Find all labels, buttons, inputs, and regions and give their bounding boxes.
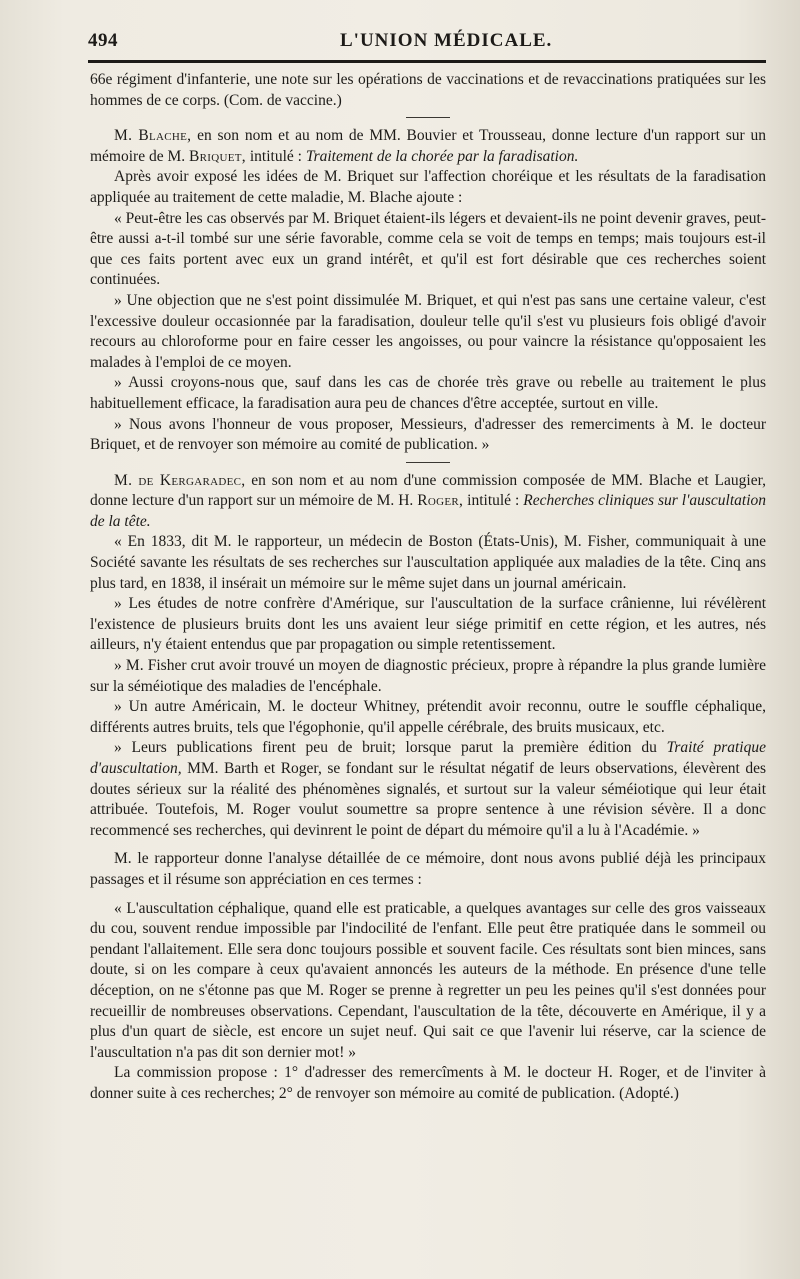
page-header	[88, 30, 788, 56]
paragraph: » M. Fisher crut avoir trouvé un moyen de diagnostic précieux, propre à répandre la plus grande lumière sur la séméiotique des maladies de l'encéphale.	[90, 657, 766, 695]
paragraph: » Les études de notre confrère d'Amérique, sur l'auscultation de la surface crânienne, lui révélèrent l'existence de plusieurs bruits dont les uns avaient leur siége primitif en cette région, et les autres, nés ailleurs, n'y étaient entendus que par propagation ou simple retentissement.	[90, 595, 766, 654]
paragraph-text: MM. Barth et Roger, se fondant sur le résultat négatif de leurs observations, élevèrent des doutes sérieux sur la réalité des phénomènes signalés, et surtout sur la valeur séméiotique qui leur était attribuée. Toutefois, M. Roger voulut soumettre sa propre sentence à une révision sévère. Il a donc recommencé ses recherches, qui devinrent le point de départ du mémoire qu'il a lu à l'Académie. »	[90, 760, 766, 839]
author-name: Briquet,	[189, 147, 246, 165]
memoir-title: Traitement de la chorée par la faradisation.	[305, 147, 579, 165]
memoir-title: Recherches cliniques sur l'auscultation de la tête.	[90, 492, 767, 530]
paragraph	[90, 738, 766, 841]
paragraph: » Une objection que ne s'est point dissimulée M. Briquet, et qui n'est pas sans une certaine valeur, c'est l'excessive douleur occasionnée par la faradisation, douleur telle qu'il s'est vu plusieurs fois obligé d'avoir recours au chloroforme pour en faire cesser les angoisses, ou pour vaincre la résistance qu'opposaient les malades à l'emploi de ce moyen.	[90, 291, 766, 371]
header-rule	[88, 60, 766, 63]
section-separator	[406, 117, 450, 118]
paragraph-vaccine-note: 66e régiment d'infanterie, une note sur les opérations de vaccinations et de revaccinations pratiquées sur les hommes de ce corps. (Com. de vaccine.)	[90, 71, 766, 109]
speaker-name: M. Blache,	[114, 127, 192, 145]
spacer	[90, 841, 766, 849]
paragraph-kergaradec-report	[90, 471, 766, 533]
paragraph-text: intitulé :	[245, 147, 306, 165]
paragraph-text: en son nom et au nom d'une commission composée de MM. Blache et Laugier, donne lecture d'un rapport sur un mémoire de M. H.	[90, 471, 766, 510]
paragraph: » Nous avons l'honneur de vous proposer, Messieurs, d'adresser des remerciments à M. le docteur Briquet, et de renvoyer son mémoire au comité de publication. »	[90, 415, 766, 454]
paragraph: » Aussi croyons-nous que, sauf dans les cas de chorée très grave ou rebelle au traitement le plus habituellement efficace, la faradisation aura peu de chances d'être acceptée, surtout en ville.	[90, 374, 766, 412]
section-separator	[406, 462, 450, 463]
paragraph-conclusion: La commission propose : 1° d'adresser des remercîments à M. le docteur H. Roger, et de l'inviter à donner suite à ces recherches; 2° de renvoyer son mémoire au comité de publication. (Adopté.)	[90, 1064, 766, 1102]
speaker-name: M. de Kergaradec,	[114, 471, 246, 489]
paragraph-blache-report	[90, 126, 766, 167]
paragraph: Après avoir exposé les idées de M. Briquet sur l'affection choréique et les résultats de la faradisation appliquée au traitement de cette maladie, M. Blache ajoute :	[90, 168, 766, 206]
paragraph: « L'auscultation céphalique, quand elle est praticable, a quelques avantages sur celle des gros vaisseaux du cou, souvent rendue impossible par l'indocilité de l'enfant. Elle peut être pratiquée dans le sommeil ou pendant l'allaitement. Elle sera donc toujours possible et souvent facile. Ces résultats sont bien minces, sans doute, si on les compare à ceux qu'avaient annoncés les auteurs de la méthode. En présence d'une telle déception, on ne s'étonne pas que M. Roger se prenne à regretter un peu les peines qu'il s'est données pour recueillir de nombreuses observations. Cependant, l'auscultation de la tête, découverte en Amérique, il y a plus d'un quart de siècle, est encore un sujet neuf. Qui sait ce que l'avenir lui réserve, car la science de l'auscultation n'a pas dit son dernier mot! »	[90, 899, 766, 1061]
spacer	[90, 891, 766, 899]
author-name: Roger,	[417, 492, 464, 510]
paragraph: « Peut-être les cas observés par M. Briquet étaient-ils légers et devaient-ils ne point devenir graves, peut-être aussi a-t-il tombé sur une série favorable, comme cela se voit de temps en temps; mais toujours est-il que ces faits portent avec eux un grand intérêt, et qu'il est fort désirable que ces recherches soient continuées.	[90, 209, 766, 289]
paragraph-text: en son nom et au nom de MM. Bouvier et Trousseau, donne lecture d'un rapport sur un mémoire de M.	[90, 127, 766, 165]
paragraph: M. le rapporteur donne l'analyse détaillée de ce mémoire, dont nous avons publié déjà les principaux passages et il résume son appréciation en ces termes :	[90, 850, 766, 888]
running-title: L'UNION MÉDICALE.	[340, 30, 553, 51]
paragraph-text: intitulé :	[463, 492, 524, 510]
book-title: Traité pratique d'auscultation,	[90, 739, 766, 777]
paragraph: » Un autre Américain, M. le docteur Whitney, prétendit avoir reconnu, outre le souffle céphalique, différents autres bruits, tels que l'égophonie, qu'il appelle cérébrale, des bruits musicaux, etc.	[90, 698, 766, 736]
paragraph-text: » Leurs publications firent peu de bruit; lorsque parut la première édition du	[114, 739, 667, 757]
article-body	[90, 70, 766, 1105]
paragraph: « En 1833, dit M. le rapporteur, un médecin de Boston (États-Unis), M. Fisher, communiquait à une Société savante les résultats de ses recherches sur l'auscultation appliquée aux maladies de la tête. Cinq ans plus tard, en 1838, il insérait un mémoire sur le même sujet dans un journal américain.	[90, 533, 766, 592]
page-number: 494	[88, 30, 118, 51]
